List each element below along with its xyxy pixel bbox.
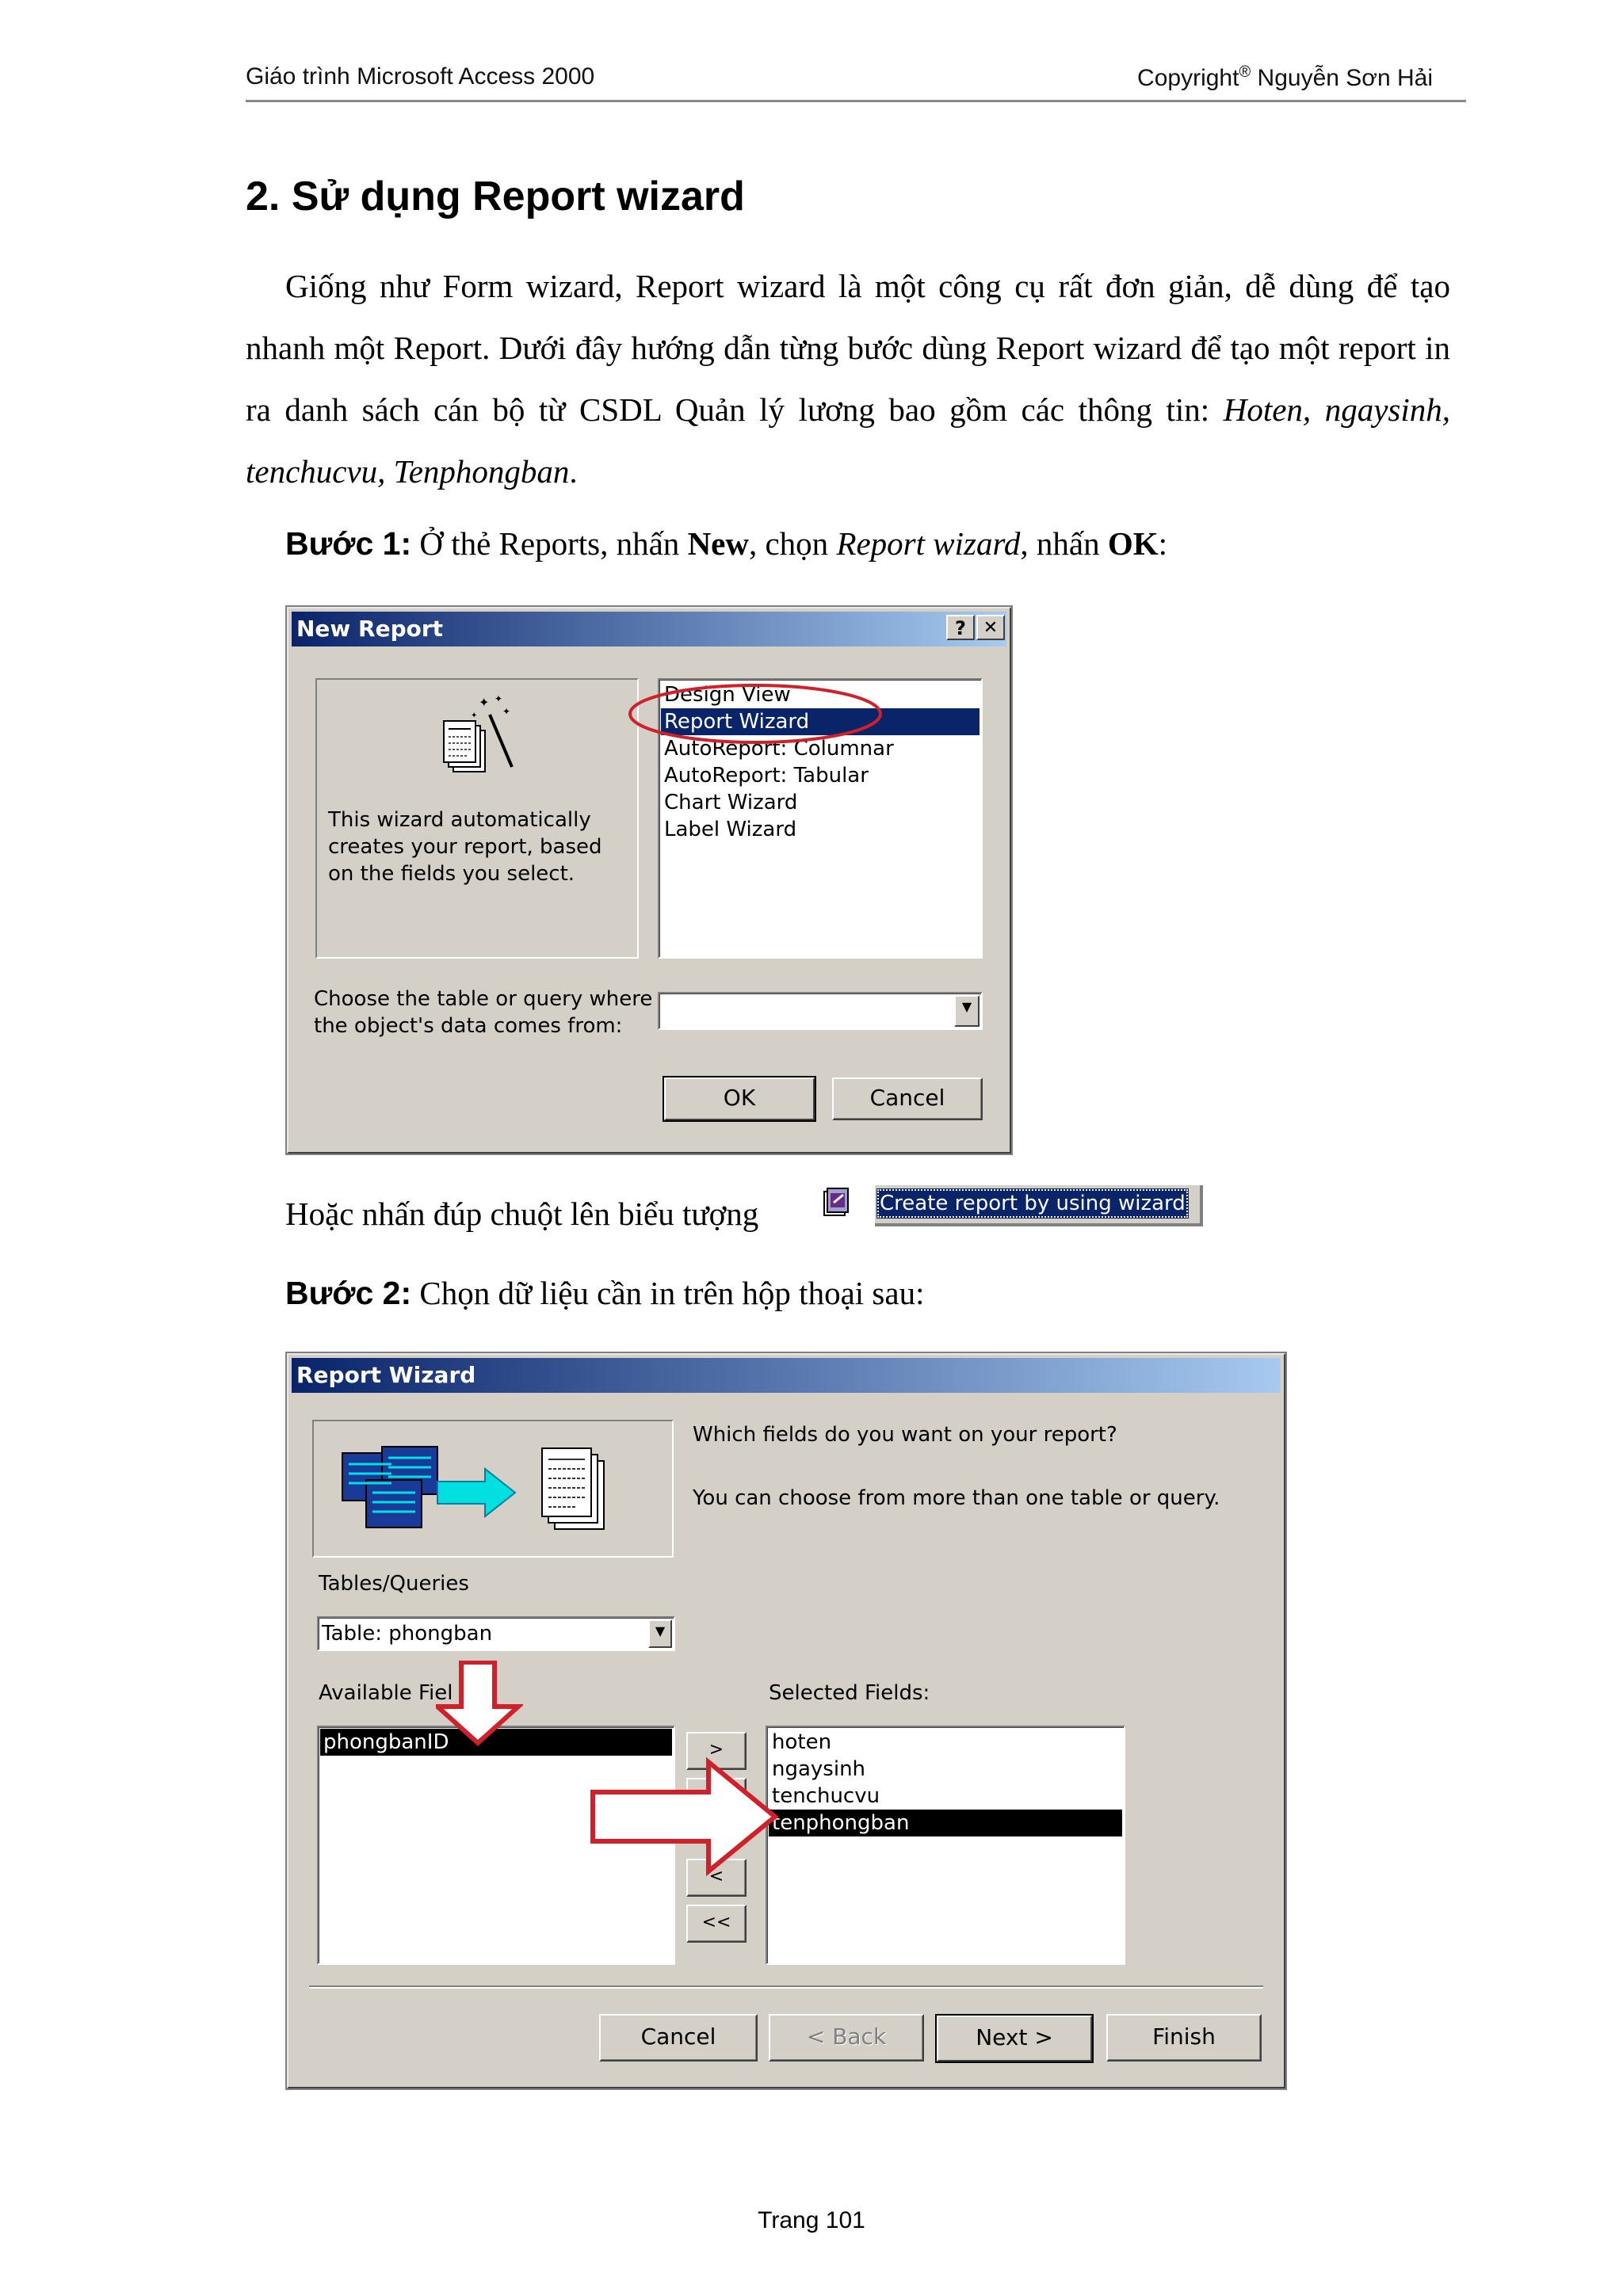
selected-field-item[interactable]: tenphongban: [769, 1810, 1122, 1836]
cancel-button[interactable]: Cancel: [599, 2014, 758, 2061]
report-type-item[interactable]: Chart Wizard: [664, 791, 798, 814]
report-wizard-highlight-ellipse: [624, 678, 886, 749]
report-type-item[interactable]: Design View: [664, 683, 791, 707]
report-type-item[interactable]: Report Wizard: [661, 708, 980, 735]
report-type-item[interactable]: AutoReport: Tabular: [664, 764, 869, 788]
report-wizard-icon: [436, 691, 531, 786]
new-report-dialog: [287, 607, 1011, 1154]
remove-field-button[interactable]: <: [686, 1859, 747, 1897]
intro-paragraph: Giống như Form wizard, Report wizard là một công cụ rất đơn giản, dễ dùng để tạo nhanh một Report. Dưới đây hướng dẫn từng bước dùng Report wizard để tạo một report in ra danh sách cán bộ từ CSDL Quản lý lương bao gồm các thông tin: Hoten, ngaysinh, tenchucvu, Tenphongban.: [246, 268, 1450, 490]
create-report-wizard-shortcut[interactable]: Create report by using wizard: [875, 1185, 1203, 1226]
help-button[interactable]: ?: [946, 615, 975, 640]
section-title: 2. Sử dụng Report wizard: [246, 174, 745, 219]
wizard-question: Which fields do you want on your report?: [693, 1423, 1117, 1447]
cancel-button[interactable]: Cancel: [832, 1077, 983, 1120]
step-1-instruction: Bước 1: Ở thẻ Reports, nhấn New, chọn Report wizard, nhấn OK:: [285, 525, 1168, 562]
remove-all-fields-button[interactable]: <<: [686, 1905, 747, 1943]
selected-field-item[interactable]: tenchucvu: [772, 1784, 880, 1808]
close-icon[interactable]: ✕: [976, 615, 1005, 640]
intro-fields: Hoten, ngaysinh, tenchucvu, Tenphongban: [246, 391, 1450, 490]
chevron-down-icon[interactable]: ▼: [648, 1619, 672, 1648]
report-type-item[interactable]: AutoReport: Columnar: [664, 737, 894, 761]
selected-fields-label: Selected Fields:: [769, 1681, 930, 1705]
add-field-button[interactable]: >: [686, 1732, 747, 1770]
wizard-description: This wizard automatically creates your report, based on the fields you select.: [328, 808, 602, 886]
header-rule: [246, 100, 1466, 102]
tables-to-report-icon: [327, 1429, 659, 1548]
footer-divider: [309, 1985, 1263, 1989]
selected-field-item[interactable]: ngaysinh: [772, 1757, 866, 1781]
finish-button[interactable]: Finish: [1106, 2014, 1262, 2061]
tables-queries-dropdown[interactable]: Table: phongban ▼: [317, 1616, 675, 1651]
tables-queries-label: Tables/Queries: [319, 1572, 469, 1596]
available-fields-label: Available Fiel: [319, 1681, 453, 1705]
double-click-instruction: Hoặc nhấn đúp chuột lên biểu tượng: [285, 1196, 759, 1232]
selected-field-item[interactable]: hoten: [772, 1730, 832, 1754]
report-type-item[interactable]: Label Wizard: [664, 818, 797, 841]
header-course-title: Giáo trình Microsoft Access 2000: [246, 63, 595, 90]
svg-text:✦: ✦: [471, 711, 478, 720]
page-number: Trang 101: [758, 2207, 865, 2233]
svg-text:✦: ✦: [495, 693, 503, 704]
chevron-down-icon[interactable]: ▼: [954, 995, 980, 1027]
available-field-item[interactable]: phongbanID: [320, 1729, 672, 1756]
right-arrow-annotation: [590, 1757, 780, 1876]
wizard-illustration-panel: [312, 1420, 674, 1558]
wizard-hint: You can choose from more than one table or query.: [693, 1486, 1220, 1510]
step-2-instruction: Bước 2: Chọn dữ liệu cần in trên hộp thoại sau:: [285, 1275, 925, 1311]
svg-text:✦: ✦: [479, 695, 490, 710]
next-button[interactable]: Next >: [937, 2016, 1092, 2061]
source-dropdown[interactable]: [658, 992, 983, 1030]
selected-fields-list[interactable]: [766, 1726, 1125, 1965]
report-wizard-titlebar: Report Wizard: [292, 1358, 1281, 1393]
wizard-description-panel: [315, 678, 639, 959]
new-report-titlebar: New Report: [292, 612, 1006, 646]
report-wizard-dialog: [287, 1353, 1285, 2088]
svg-text:✦: ✦: [502, 706, 511, 717]
choose-source-label: Choose the table or query where the object's data comes from:: [314, 987, 653, 1038]
ok-button[interactable]: OK: [664, 1077, 815, 1120]
header-copyright: Copyright® Nguyễn Sơn Hải: [1137, 63, 1433, 91]
down-arrow-annotation: [436, 1661, 523, 1748]
back-button[interactable]: < Back: [769, 2014, 924, 2061]
report-shortcut-icon[interactable]: [819, 1187, 854, 1222]
